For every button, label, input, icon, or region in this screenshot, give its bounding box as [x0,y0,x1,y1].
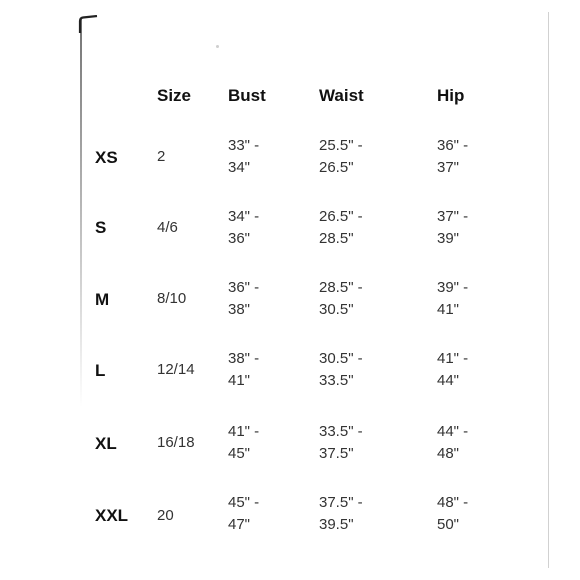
range-end: 28.5" [319,230,354,247]
bust-range [228,348,259,392]
range-end: 39.5" [319,516,354,533]
range-start: 36" - [437,137,469,154]
size-value: 12/14 [157,361,195,378]
waist-range [319,277,363,321]
header-hip: Hip [437,86,465,105]
range-end: 45" [228,445,251,462]
range-end: 34" [228,159,251,176]
range-start: 28.5" - [319,279,363,296]
hip-range [437,277,468,321]
range-end: 37.5" [319,445,354,462]
range-start: 37.5" - [319,494,363,511]
row-label-l: L [95,361,106,380]
header-waist: Waist [319,86,364,105]
range-end: 41" [437,301,460,318]
size-value: 4/6 [157,219,178,236]
row-label-xl: XL [95,434,117,453]
range-start: 33" - [228,137,260,154]
range-start: 39" - [437,279,469,296]
range-end: 47" [228,516,251,533]
size-value: 8/10 [157,290,187,307]
range-start: 33.5" - [319,423,363,440]
page-edge-right [548,12,549,568]
range-end: 39" [437,230,460,247]
header-size: Size [157,86,192,105]
range-end: 36" [228,230,251,247]
hip-range [437,135,468,179]
bust-range [228,421,259,465]
row-label-xxl: XXL [95,506,129,525]
waist-range [319,206,363,250]
range-start: 37" - [437,208,469,225]
range-end: 41" [228,372,251,389]
range-start: 48" - [437,494,469,511]
waist-range [319,135,363,179]
row-label-m: M [95,290,110,309]
range-end: 38" [228,301,251,318]
hip-range [437,421,468,465]
bust-range [228,492,259,536]
range-start: 34" - [228,208,260,225]
hip-range [437,492,468,536]
range-start: 41" - [228,423,260,440]
bust-range [228,135,259,179]
waist-range [319,421,363,465]
range-start: 36" - [228,279,260,296]
row-label-s: S [95,218,107,237]
range-end: 33.5" [319,372,354,389]
size-value: 2 [157,148,166,165]
page-edge-left [80,18,82,408]
corner-mark-icon [78,15,98,33]
range-start: 38" - [228,350,260,367]
range-start: 30.5" - [319,350,363,367]
range-end: 44" [437,372,460,389]
hip-range [437,348,468,392]
range-end: 30.5" [319,301,354,318]
header-bust: Bust [228,86,266,105]
bust-range [228,206,259,250]
range-start: 26.5" - [319,208,363,225]
range-end: 26.5" [319,159,354,176]
waist-range [319,348,363,392]
hip-range [437,206,468,250]
range-start: 25.5" - [319,137,363,154]
range-start: 44" - [437,423,469,440]
range-end: 48" [437,445,460,462]
row-label-xs: XS [95,148,118,167]
dust-speck [216,45,219,48]
range-end: 50" [437,516,460,533]
waist-range [319,492,363,536]
range-end: 37" [437,159,460,176]
range-start: 41" - [437,350,469,367]
range-start: 45" - [228,494,260,511]
size-value: 20 [157,507,174,524]
size-value: 16/18 [157,434,195,451]
bust-range [228,277,259,321]
